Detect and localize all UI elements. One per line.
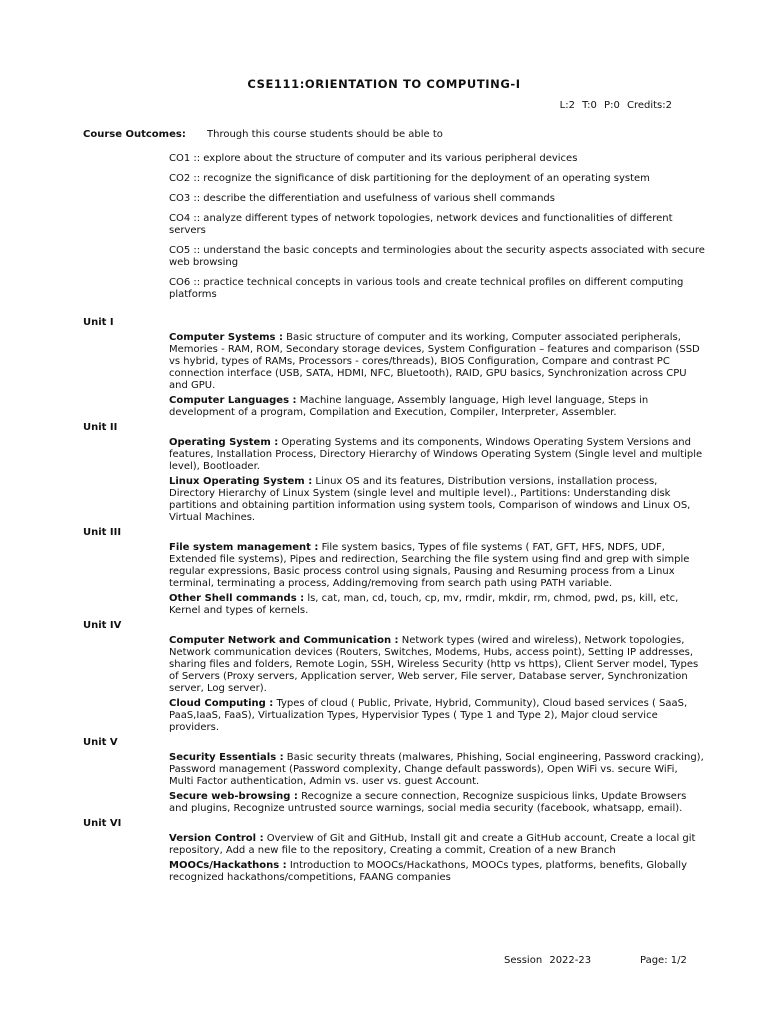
topic-text: File system basics, Types of file systems ( FAT, GFT, HFS, NDFS, UDF, Extended file systems), Pipes and redirection, Searching the file system using find and grep with simple regular expressions, Basic process control using signals, Pausing and Resuming process from a Linux terminal, terminating a process, Adding/removing from search path using PATH variable.	[169, 542, 690, 589]
unit-6	[83, 818, 705, 884]
unit-4	[83, 620, 705, 734]
topic-name: Security Essentials :	[169, 752, 284, 763]
unit-label: Unit III	[83, 527, 122, 538]
course-outcome-4: CO4 :: analyze different types of network topologies, network devices and functionalities of different servers	[169, 213, 673, 236]
unit-3	[83, 527, 705, 617]
topic-text: Overview of Git and GitHub, Install git and create a GitHub account, Create a local git repository, Add a new file to the repository, Creating a commit, Creation of a new Branch	[169, 833, 696, 856]
unit-1	[83, 317, 705, 419]
topic-name: Secure web-browsing :	[169, 791, 298, 802]
unit-topic	[169, 860, 705, 884]
topic-name: Cloud Computing :	[169, 698, 274, 709]
unit-topic	[169, 752, 705, 788]
course-title: CSE111:ORIENTATION TO COMPUTING-I	[247, 77, 521, 91]
unit-label: Unit I	[83, 317, 114, 328]
topic-text: Operating Systems and its components, Windows Operating System Versions and features, Installation Process, Directory Hierarchy of Windows Operating System (Single level and multiple level), Bootloader.	[169, 437, 703, 472]
unit-topic	[169, 833, 705, 857]
topic-text: Recognize a secure connection, Recognize suspicious links, Update Browsers and plugins, Recognize untrusted source warnings, social media security (facebook, whatsapp, email).	[169, 791, 687, 814]
unit-topic	[169, 332, 705, 392]
unit-label: Unit VI	[83, 818, 122, 829]
unit-topic	[169, 542, 705, 590]
topic-text: ls, cat, man, cd, touch, cp, mv, rmdir, mkdir, rm, chmod, pwd, ps, kill, etc, Kernel and types of kernels.	[169, 593, 679, 616]
footer-session: Session 2022-23	[504, 955, 592, 966]
units-section	[83, 317, 705, 887]
unit-topic	[169, 593, 705, 617]
unit-topic	[169, 476, 705, 524]
course-outcome-6: CO6 :: practice technical concepts in various tools and create technical profiles on different computing platforms	[169, 277, 684, 300]
topic-name: Computer Systems :	[169, 332, 283, 343]
course-outcomes-label: Course Outcomes:	[83, 129, 186, 140]
unit-topic	[169, 635, 705, 695]
topic-text: Basic structure of computer and its working, Computer associated peripherals, Memories - RAM, ROM, Secondary storage devices, System Configuration – features and comparison (SSD vs hybrid, types of RAMs, Processors - cores/threads), BIOS Configuration, Compare and contrast PC connection interface (USB, SATA, HDMI, NFC, Bluetooth), RAID, GPU basics, Synchronization across CPU and GPU.	[169, 332, 700, 391]
topic-text: Introduction to MOOCs/Hackathons, MOOCs types, platforms, benefits, Globally recognized hackathons/competitions, FAANG companies	[169, 860, 687, 883]
topic-name: File system management :	[169, 542, 319, 553]
course-outcome-5: CO5 :: understand the basic concepts and terminologies about the security aspects associated with secure web browsing	[169, 245, 705, 268]
unit-label: Unit II	[83, 422, 118, 433]
topic-text: Basic security threats (malwares, Phishing, Social engineering, Password cracking), Password management (Password complexity, Change default passwords), Open WiFi vs. secure WiFi, Multi Factor authentication, Admin vs. user vs. guest Account.	[169, 752, 704, 787]
course-outcomes-intro: Through this course students should be able to	[207, 129, 443, 140]
unit-topic	[169, 698, 705, 734]
topic-text: Types of cloud ( Public, Private, Hybrid, Community), Cloud based services ( SaaS, PaaS,IaaS, FaaS), Virtualization Types, Hypervisior Types ( Type 1 and Type 2), Major cloud service providers.	[169, 698, 688, 733]
topic-text: Network types (wired and wireless), Network topologies, Network communication devices (Routers, Switches, Modems, Hubs, access point), Setting IP addresses, sharing files and folders, Remote Login, SSH, Wireless Security (http vs https), Client Server model, Types of Servers (Proxy servers, Application server, Web server, File server, Database server, Synchronization server, Log server).	[169, 635, 699, 694]
topic-name: Linux Operating System :	[169, 476, 313, 487]
unit-2	[83, 422, 705, 524]
topic-name: Operating System :	[169, 437, 279, 448]
unit-label: Unit V	[83, 737, 118, 748]
topic-text: Linux OS and its features, Distribution versions, installation process, Directory Hierarchy of Linux System (single level and multiple level)., Partitions: Understanding disk partitions and obtaining partition information using system tools, Comparison of windows and Linux OS, Virtual Machines.	[169, 476, 691, 523]
unit-label: Unit IV	[83, 620, 122, 631]
course-outcomes-list	[169, 153, 709, 309]
unit-topic	[169, 791, 705, 815]
topic-name: MOOCs/Hackathons :	[169, 860, 287, 871]
unit-topic	[169, 395, 705, 419]
course-outcome-2: CO2 :: recognize the significance of disk partitioning for the deployment of an operating system	[169, 173, 650, 184]
course-outcome-1: CO1 :: explore about the structure of computer and its various peripheral devices	[169, 153, 578, 164]
topic-name: Computer Languages :	[169, 395, 297, 406]
course-outcome-3: CO3 :: describe the differentiation and usefulness of various shell commands	[169, 193, 555, 204]
credits-line: L:2 T:0 P:0 Credits:2	[559, 100, 672, 111]
topic-text: Machine language, Assembly language, High level language, Steps in development of a program, Compilation and Execution, Compiler, Interpreter, Assembler.	[169, 395, 649, 418]
unit-5	[83, 737, 705, 815]
topic-name: Computer Network and Communication :	[169, 635, 399, 646]
topic-name: Other Shell commands :	[169, 593, 305, 604]
footer-page-number: Page: 1/2	[640, 955, 687, 966]
topic-name: Version Control :	[169, 833, 264, 844]
unit-topic	[169, 437, 705, 473]
